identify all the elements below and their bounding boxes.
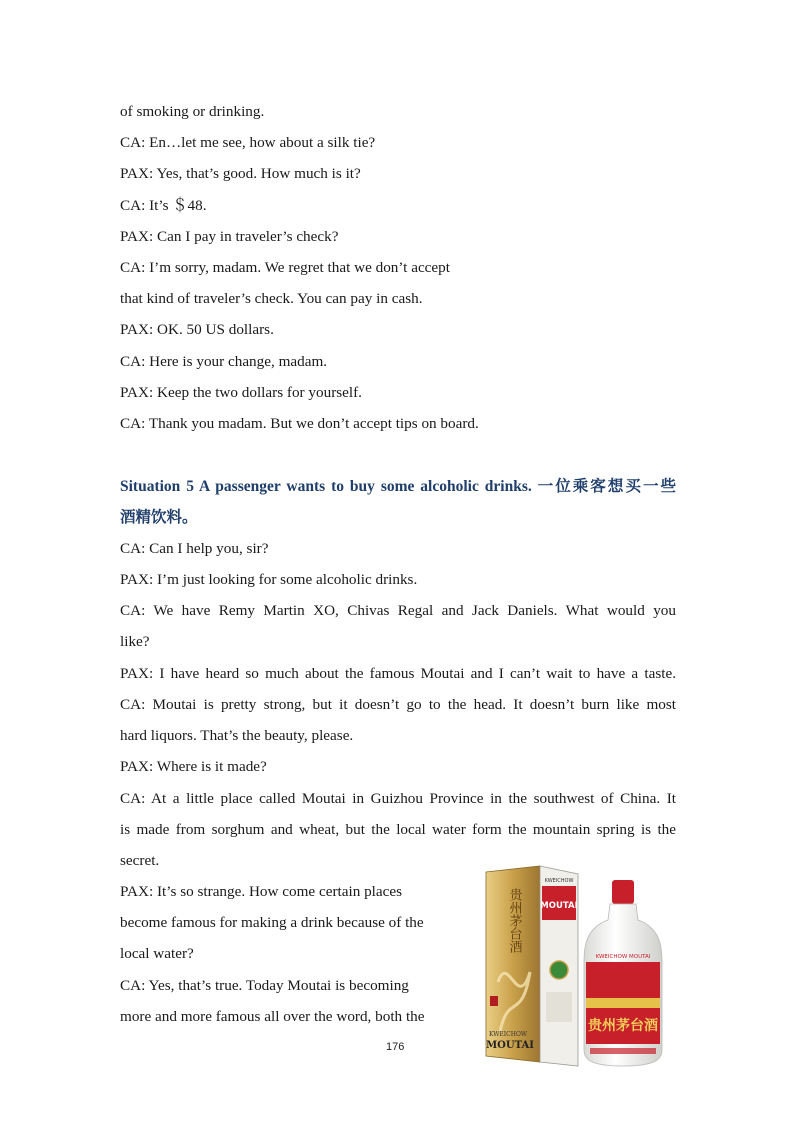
text-line: CA: En…let me see, how about a silk tie? <box>120 134 376 151</box>
bottle-cap <box>612 880 634 904</box>
section-heading: Situation 5 A passenger wants to buy some alcoholic drinks. 一位乘客想买一些 <box>120 478 676 495</box>
box-text-block <box>546 992 572 1022</box>
text-line: is made from sorghum and wheat, but the local water form the mountain spring is the <box>120 821 676 838</box>
text-line: PAX: Can I pay in traveler’s check? <box>120 228 339 245</box>
text-line: CA: Can I help you, sir? <box>120 540 269 557</box>
text-line: PAX: Keep the two dollars for yourself. <box>120 384 362 401</box>
text-line: PAX: OK. 50 US dollars. <box>120 321 274 338</box>
text-line: CA: It’s ＄48. <box>120 197 207 214</box>
text-line: become famous for making a drink because of the <box>120 914 424 931</box>
box-bottom-brand: MOUTAI <box>486 1040 534 1051</box>
text-line: CA: We have Remy Martin XO, Chivas Regal and Jack Daniels. What would you <box>120 602 676 619</box>
bottle-label-stripe <box>586 998 660 1008</box>
page-number: 176 <box>386 1041 405 1053</box>
section-heading-continued: 酒精饮料。 <box>120 509 198 526</box>
text-line: CA: Moutai is pretty strong, but it doesn’t go to the head. It doesn’t burn like most <box>120 696 676 713</box>
box-seal <box>490 996 498 1006</box>
text-line: PAX: I have heard so much about the famous Moutai and I can’t wait to have a taste. <box>120 665 676 682</box>
moutai-product-image <box>478 862 664 1068</box>
box-emblem <box>550 961 568 979</box>
text-line: secret. <box>120 852 160 869</box>
text-line: CA: Thank you madam. But we don’t accept tips on board. <box>120 415 479 432</box>
box-bottom-brand-top: KWEICHOW <box>488 1031 528 1038</box>
text-line: CA: At a little place called Moutai in Guizhou Province in the southwest of China. It <box>120 790 676 807</box>
box-brand: MOUTAI <box>540 901 578 911</box>
text-line: more and more famous all over the word, both the <box>120 1008 425 1025</box>
text-line: that kind of traveler’s check. You can pay in cash. <box>120 290 423 307</box>
text-line: of smoking or drinking. <box>120 103 265 120</box>
box-brand-top: KWEICHOW <box>544 878 574 884</box>
bottle-chinese-text: 贵州茅台酒 <box>588 1018 658 1034</box>
text-line: hard liquors. That’s the beauty, please. <box>120 727 354 744</box>
box-chinese-text: 贵州茅台酒 <box>506 888 522 953</box>
text-line: PAX: Where is it made? <box>120 758 267 775</box>
bottle-base-label <box>590 1048 656 1054</box>
moutai-illustration <box>478 862 664 1068</box>
text-line: PAX: Yes, that’s good. How much is it? <box>120 165 361 182</box>
text-line: CA: Yes, that’s true. Today Moutai is becoming <box>120 977 409 994</box>
text-line: like? <box>120 633 150 650</box>
text-line: CA: I’m sorry, madam. We regret that we don’t accept <box>120 259 450 276</box>
text-line: CA: Here is your change, madam. <box>120 353 328 370</box>
bottle-brand-text: KWEICHOW MOUTAI <box>595 954 651 960</box>
text-line: local water? <box>120 945 194 962</box>
text-line: PAX: I’m just looking for some alcoholic drinks. <box>120 571 418 588</box>
text-line: PAX: It’s so strange. How come certain places <box>120 883 403 900</box>
